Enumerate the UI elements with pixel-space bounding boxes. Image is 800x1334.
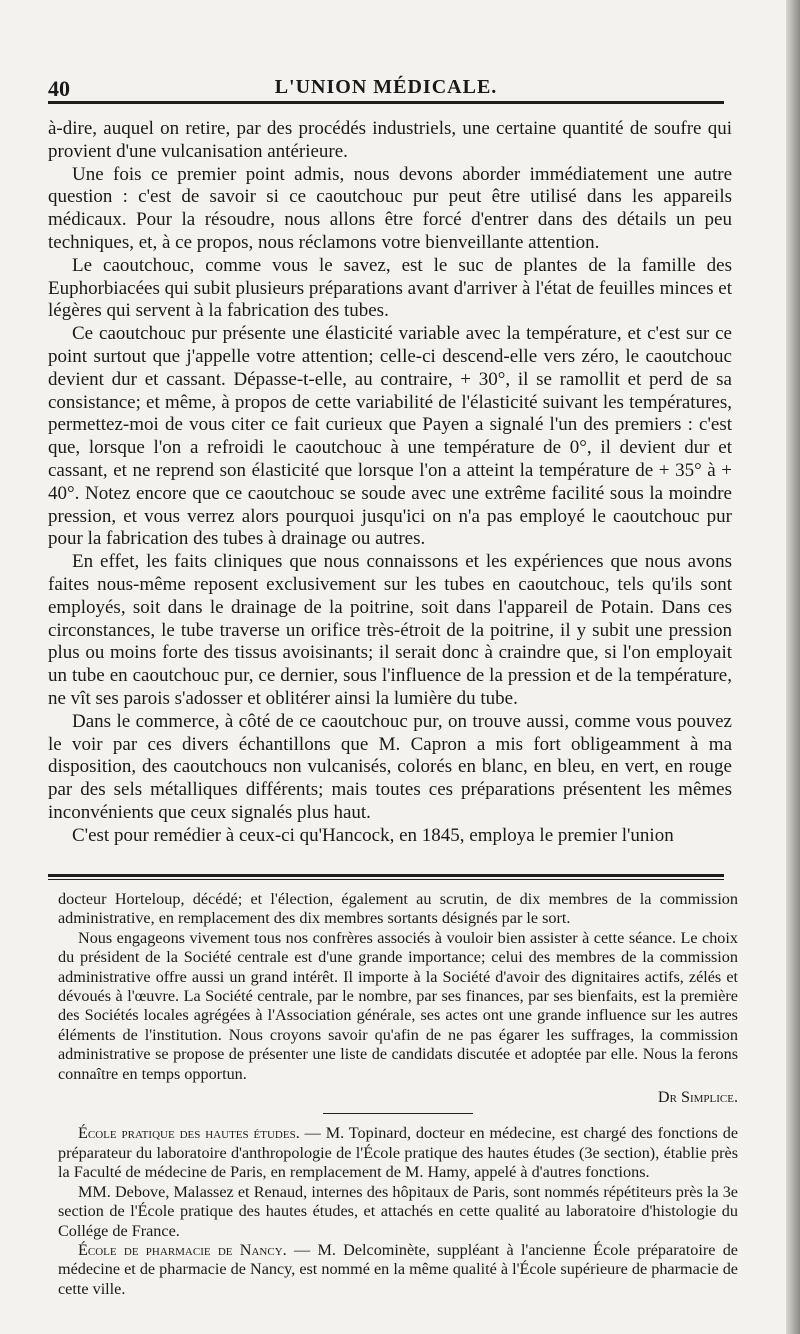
page-number: 40 — [48, 76, 70, 101]
section-rule — [48, 874, 724, 877]
article-paragraph: En effet, les faits cliniques que nous connaissons et les expériences que nous avons faites nous-même reposent exclusivement sur les tubes en caoutchouc, tels qu'ils sont employés, soit dans le drainage de la poitrine, soit dans l'appareil de Potain. Dans ces circonstances, le tube traverse un orifice très-étroit de la poitrine, il y subit une pression plus ou moins forte des tissus avoisinants; il serait donc à craindre que, si l'on employait un tube en caoutchouc pur, ce dernier, sous l'influence de la pression et de la température, ne vît ses parois s'adosser et oblitérer ainsi la lumière du tube. — [48, 551, 732, 709]
news-item-text: MM. Debove, Malassez et Renaud, internes des hôpitaux de Paris, sont nommés répétiteurs près la 3e section de l'École pratique des hautes études, et attachés en cette qualité au laboratoire d'histologie du Collége de France. — [58, 1182, 738, 1240]
news-item — [58, 1124, 738, 1182]
article-paragraph: à-dire, auquel on retire, par des procédés industriels, une certaine quantité de soufre qui provient d'une vulcanisation antérieure. — [48, 118, 732, 162]
article-paragraph: Une fois ce premier point admis, nous devons aborder immédiatement une autre question : c'est de savoir si ce caoutchouc pur peut être utilisé dans les appareils médicaux. Pour la résoudre, nous allons être forcé d'entrer dans des détails un peu techniques, et, à ce propos, nous réclamons votre bienveillante attention. — [48, 163, 732, 253]
feuilleton-notes — [58, 890, 738, 1299]
notes-paragraph: Nous engageons vivement tous nos confrères associés à vouloir bien assister à cette séance. Le choix du président de la Société centrale est d'une grande importance; celui des membres de la commission administrative offre aussi un grand intérêt. Il importe à la Société d'avoir des dignitaires actifs, zélés et dévoués à l'œuvre. La Société centrale, par le nombre, par ses finances, par ses bienfaits, est la première des Sociétés locales agrégées à l'Association générale, ses actes ont une grande influence sur les autres éléments de l'institution. Nous croyons savoir qu'afin de ne pas égarer les suffrages, la commission administrative se propose de présenter une liste de candidats discutée et adoptée par elle. Nous la ferons connaître en temps opportun. — [58, 928, 738, 1083]
article-paragraph: Le caoutchouc, comme vous le savez, est le suc de plantes de la famille des Euphorbiacées qui subit plusieurs préparations avant d'arriver à l'état de feuilles minces et légères qui servent à la fabrication des tubes. — [48, 254, 732, 322]
article-paragraph: C'est pour remédier à ceux-ci qu'Hancock, en 1845, employa le premier l'union — [72, 824, 674, 846]
header-rule — [48, 101, 724, 104]
article-paragraph: Dans le commerce, à côté de ce caoutchouc pur, on trouve aussi, comme vous pouvez le voir par ces divers échantillons que M. Capron a mis fort obligeamment à ma disposition, des caoutchoucs non vulcanisés, colorés en blanc, en bleu, en vert, en rouge par des sels métalliques différents; mais toutes ces préparations présentent les mêmes inconvénients que ceux signalés plus haut. — [48, 710, 732, 823]
news-item — [58, 1183, 738, 1241]
news-item-text: — M. Delcominète, suppléant à l'ancienne École préparatoire de médecine et de pharmacie de Nancy, est nommé en la même qualité à l'École supérieure de pharmacie de cette ville. — [58, 1240, 738, 1298]
signature: Dr Simplice. — [657, 1088, 738, 1107]
article-body — [48, 118, 732, 848]
short-separator — [323, 1113, 473, 1114]
article-paragraph: Ce caoutchouc pur présente une élasticité variable avec la température, et c'est sur ce point surtout que j'appelle votre attention; celle-ci descend-elle vers zéro, le caoutchouc devient dur et cassant. Dépasse-t-elle, au contraire, + 30°, il se ramollit et perd de sa consistance; et même, à propos de cette variabilité de l'élasticité suivant les températures, permettez-moi de vous citer ce fait curieux que Payen a signalé l'un des premiers : c'est que, lorsque l'on a refroidi le caoutchouc à une température de 0°, il devient dur et cassant, et ne reprend son élasticité que lorsque l'on a atteint la température de + 35° à + 40°. Notez encore que ce caoutchouc se soude avec une extrême facilité sous la moindre pression, et vous verrez alors pourquoi jusqu'ici on n'a pas employé le caoutchouc pur pour la fabrication des tubes à drainage ou autres. — [48, 323, 732, 550]
news-item-heading: École pratique des hautes études. — [78, 1124, 300, 1143]
running-title: L'UNION MÉDICALE. — [274, 76, 498, 98]
page-header — [48, 76, 724, 102]
news-item-text: — M. Topinard, docteur en médecine, est chargé des fonctions de préparateur du laboratoire d'anthropologie de l'École pratique des hautes études (3e section), établie près la Faculté de médecine de Paris, en remplacement de M. Hamy, appelé à d'autres fonctions. — [58, 1124, 739, 1182]
page-edge-shadow — [786, 0, 800, 1334]
notes-paragraph: docteur Horteloup, décédé; et l'élection, également au scrutin, de dix membres de la commission administrative, en remplacement des dix membres sortants désignés par le sort. — [58, 890, 738, 928]
section-rule-thin — [48, 879, 724, 880]
news-item — [58, 1241, 738, 1299]
news-item-heading: École de pharmacie de Nancy. — [78, 1240, 287, 1259]
